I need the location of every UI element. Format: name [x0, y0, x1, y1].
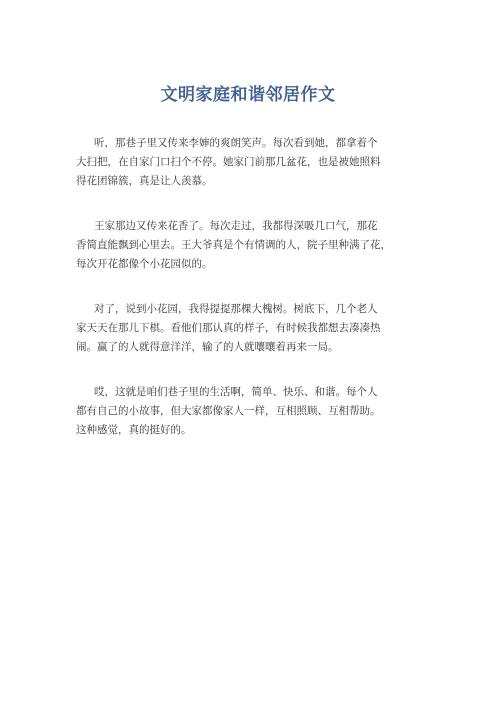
paragraph-line: 闹。赢了的人就得意洋洋，输了的人就嚷嚷着再来一局。 [76, 341, 339, 353]
paragraph-line: 王家那边又传来花香了。每次走过，我都得深吸几口气，那花 [94, 220, 378, 232]
paragraph-line: 对了，说到小花园，我得提提那棵大槐树。树底下，几个老人 [94, 303, 378, 315]
paragraph-2 [76, 217, 436, 274]
paragraph-4 [76, 383, 436, 440]
paragraph-line: 每次开花都像个小花园似的。 [76, 258, 213, 270]
paragraph-line: 这种感觉，真的挺好的。 [76, 424, 192, 436]
paragraph-line: 哎，这就是咱们巷子里的生活啊，简单、快乐、和谐。每个人 [94, 386, 378, 398]
paragraph-line: 都有自己的小故事，但大家都像家人一样，互相照顾、互相帮助。 [76, 405, 381, 417]
paragraph-line: 香简直能飘到心里去。王大爷真是个有情调的人，院子里种满了花， [76, 239, 391, 251]
paragraph-line: 得花团锦簇，真是让人羡慕。 [76, 175, 213, 187]
paragraph-line: 家天天在那儿下棋。看他们那认真的样子，有时候我都想去凑凑热 [76, 322, 381, 334]
paragraph-line: 听，那巷子里又传来李婶的爽朗笑声。每次看到她，都拿着个 [94, 137, 378, 149]
document-body [76, 134, 436, 466]
document-title: 文明家庭和谐邻居作文 [160, 85, 336, 105]
paragraph-line: 大扫把，在自家门口扫个不停。她家门前那几盆花，也是被她照料 [76, 156, 381, 168]
paragraph-1 [76, 134, 436, 191]
paragraph-3 [76, 300, 436, 357]
